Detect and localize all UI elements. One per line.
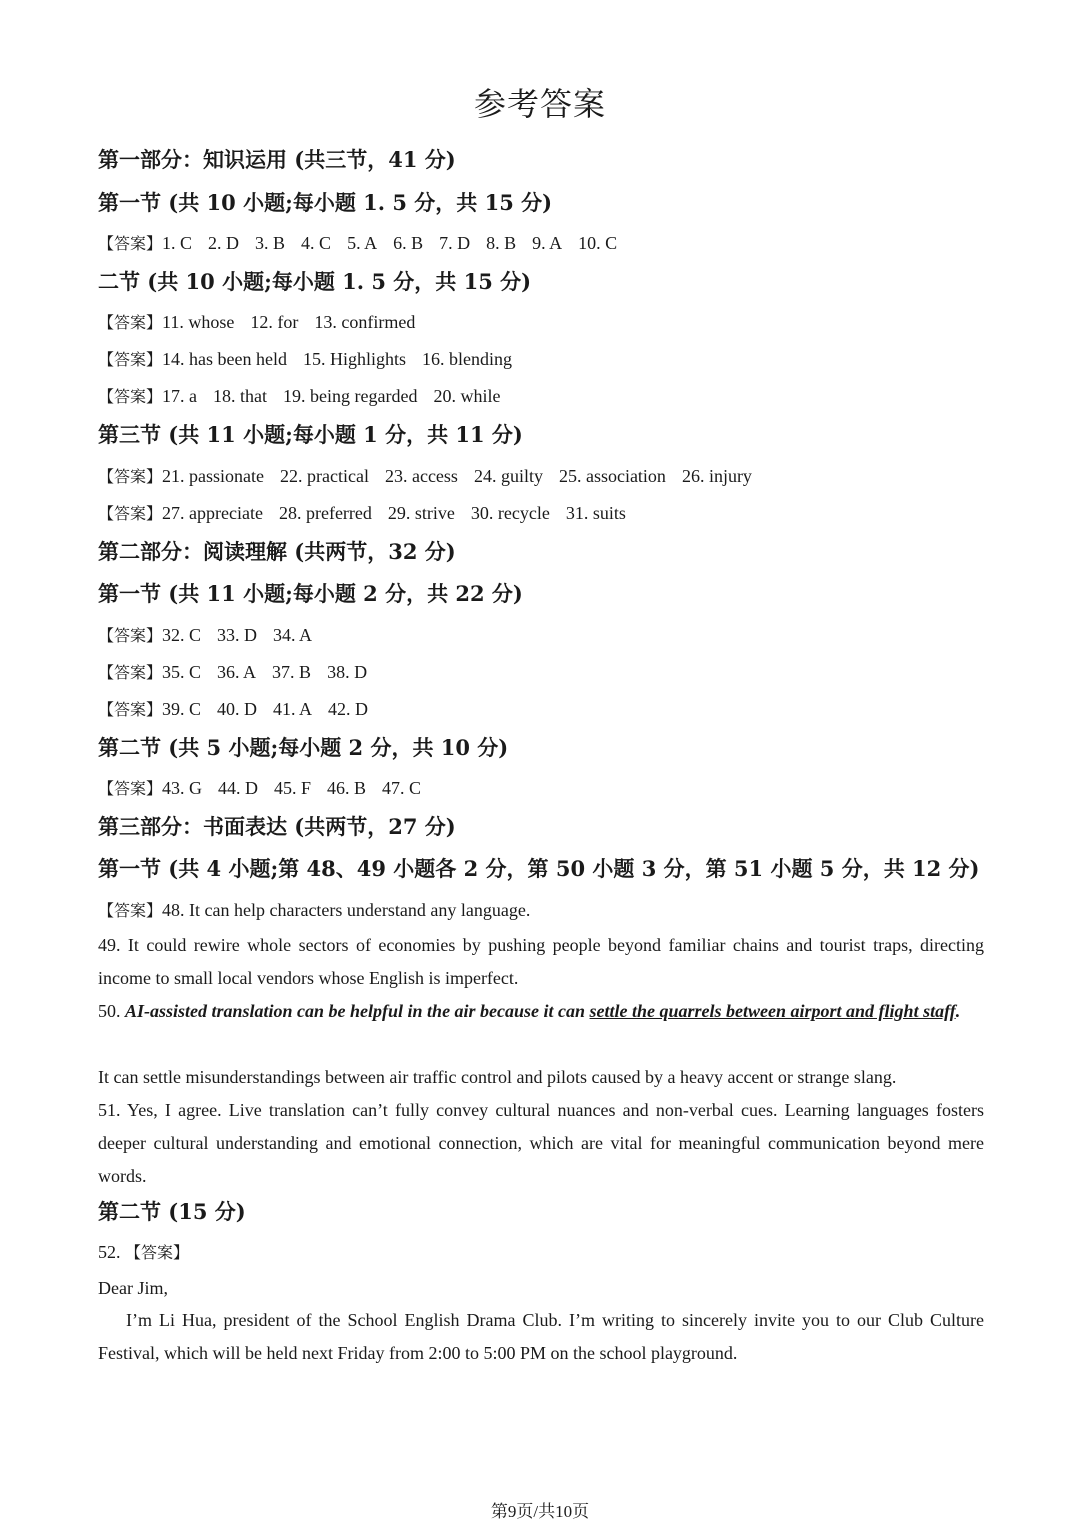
part3-section2-heading: 第二节 (15 分): [98, 1199, 246, 1224]
answer-tag: 【答案】: [98, 313, 163, 332]
answer-row-39-42: 【答案】39. C 40. D 41. A 42. D: [98, 699, 369, 719]
letter-body: I’m Li Hua, president of the School English Drama Club. I’m writing to sincerely invite you to our Club Culture Festival, which will be held next Friday from 2:00 to 5:00 PM on the school playground.: [98, 1310, 984, 1363]
answer-tag: 【答案】: [98, 779, 163, 798]
answer-tag: 【答案】: [98, 663, 163, 682]
answer-row-43-47: 【答案】43. G 44. D 45. F 46. B 47. C: [98, 778, 422, 798]
part3-heading: 第三部分：书面表达 (共两节，27 分): [98, 814, 456, 839]
part1-section2-heading: 二节 (共 10 小题;每小题 1. 5 分，共 15 分): [98, 269, 532, 294]
part3-section1-heading: 第一节 (共 4 小题;第 48、49 小题各 2 分，第 50 小题 3 分，第 51 小题 5 分，共 12 分): [98, 856, 980, 881]
answer-row-11-13: 【答案】11. whose 12. for 13. confirmed: [98, 312, 416, 332]
answer-tag: 【答案】: [98, 504, 163, 523]
answer-row-17-20: 【答案】17. a 18. that 19. being regarded 20. while: [98, 386, 501, 406]
answer-tag: 【答案】: [98, 467, 163, 486]
part2-section1-heading: 第一节 (共 11 小题;每小题 2 分，共 22 分): [98, 581, 523, 606]
answer-tag: 【答案】: [98, 700, 163, 719]
answer-row-32-34: 【答案】32. C 33. D 34. A: [98, 625, 313, 645]
part1-section3-heading: 第三节 (共 11 小题;每小题 1 分，共 11 分): [98, 422, 523, 447]
answer-row-14-16: 【答案】14. has been held 15. Highlights 16. blending: [98, 349, 512, 369]
answer-tag: 【答案】: [98, 350, 163, 369]
answer-tag: 【答案】: [98, 387, 163, 406]
answer-row-1-10: 【答案】1. C 2. D 3. B 4. C 5. A 6. B 7. D 8. B 9. A 10. C: [98, 233, 618, 253]
letter-salutation: Dear Jim,: [98, 1278, 168, 1298]
part1-section1-heading: 第一节 (共 10 小题;每小题 1. 5 分，共 15 分): [98, 190, 553, 215]
answer-48: 【答案】48. It can help characters understand any language.: [98, 900, 531, 920]
answer-tag: 【答案】: [98, 626, 163, 645]
answer-51: 51. Yes, I agree. Live translation can’t fully convey cultural nuances and non-verbal cues. Learning languages fosters deeper cultural understanding and emotional connection, which are vital for meaningful communication beyond mere words.: [98, 1100, 984, 1186]
part2-section2-heading: 第二节 (共 5 小题;每小题 2 分，共 10 分): [98, 735, 509, 760]
underlined-phrase: settle the quarrels between airport and flight staff: [589, 1001, 956, 1021]
page-number: 第9页/共10页: [490, 1502, 590, 1521]
answer-row-21-26: 【答案】21. passionate 22. practical 23. access 24. guilty 25. association 26. injury: [98, 466, 752, 486]
answer-52-label: 52. 【答案】: [98, 1242, 190, 1262]
answer-49: 49. It could rewire whole sectors of economies by pushing people beyond familiar chains and tourist traps, directing income to small local vendors whose English is imperfect.: [98, 935, 984, 988]
answer-tag: 【答案】: [98, 901, 163, 920]
part1-heading: 第一部分：知识运用 (共三节，41 分): [98, 147, 456, 172]
answer-50-question: 50. AI-assisted translation can be helpful in the air because it can settle the quarrels between airport and flight staff.: [98, 1001, 961, 1021]
answer-50: It can settle misunderstandings between air traffic control and pilots caused by a heavy accent or strange slang.: [98, 1067, 897, 1087]
answer-tag: 【答案】: [125, 1243, 190, 1262]
page-title: 参考答案: [473, 85, 606, 123]
answer-row-27-31: 【答案】27. appreciate 28. preferred 29. strive 30. recycle 31. suits: [98, 503, 626, 523]
part2-heading: 第二部分：阅读理解 (共两节，32 分): [98, 539, 456, 564]
answer-tag: 【答案】: [98, 234, 163, 253]
answer-row-35-38: 【答案】35. C 36. A 37. B 38. D: [98, 662, 368, 682]
